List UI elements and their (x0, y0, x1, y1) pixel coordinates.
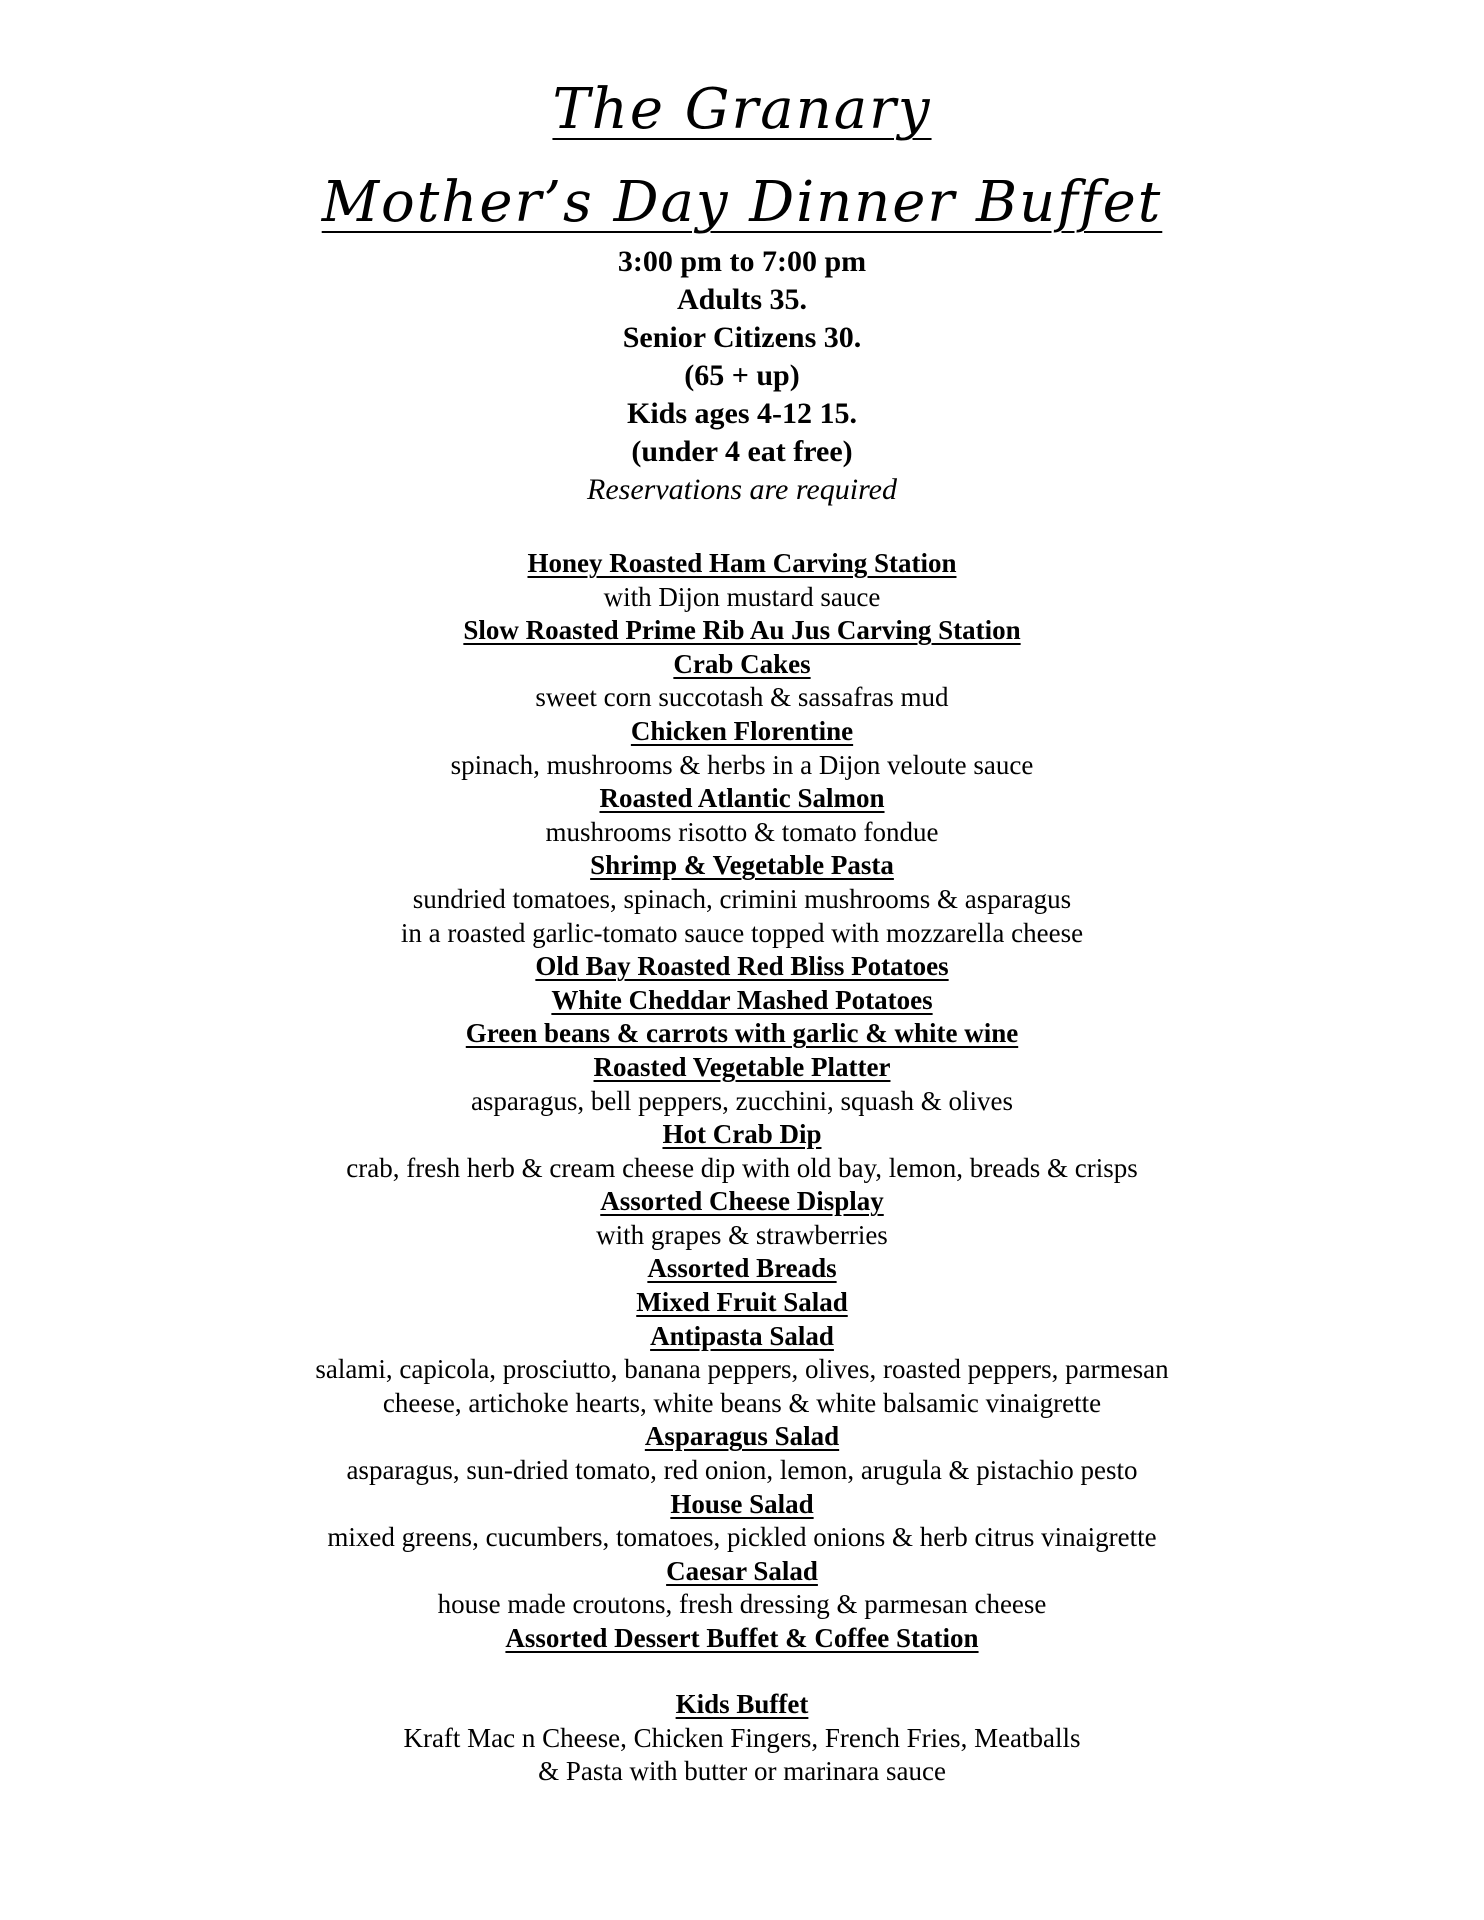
price-kids: Kids ages 4-12 15. (626, 397, 857, 430)
menu-item-row (0, 614, 1484, 648)
menu-item-row (0, 1286, 1484, 1320)
menu-item-name: Caesar Salad (666, 1555, 818, 1586)
menu-item-name: Antipasta Salad (650, 1320, 834, 1351)
menu-item-description: spinach, mushrooms & herbs in a Dijon veloute sauce (450, 749, 1034, 780)
menu-item-name: Assorted Cheese Display (600, 1186, 884, 1217)
menu-item-name: House Salad (670, 1488, 814, 1519)
menu-item-row (0, 648, 1484, 682)
menu-item-description: with Dijon mustard sauce (603, 581, 881, 612)
menu-item-description: sweet corn succotash & sassafras mud (535, 682, 949, 713)
menu-item-name: Assorted Dessert Buffet & Coffee Station (505, 1623, 979, 1653)
menu-item-row (0, 1017, 1484, 1051)
seniors-age: (65 + up) (684, 359, 800, 392)
menu-item-description: asparagus, bell peppers, zucchini, squash & olives (470, 1085, 1014, 1116)
event-title-text: Mother’s Day Dinner Buffet (321, 170, 1163, 235)
menu-item-row (0, 1555, 1484, 1589)
menu-item-row (0, 1118, 1484, 1152)
menu-item-name: Chicken Florentine (630, 715, 854, 746)
event-info (0, 243, 1484, 509)
hours: 3:00 pm to 7:00 pm (617, 245, 867, 278)
kids-buffet-title: Kids Buffet (675, 1689, 809, 1719)
menu-item-row (0, 1252, 1484, 1286)
menu-item-description: house made croutons, fresh dressing & parmesan cheese (437, 1589, 1047, 1620)
kids-buffet-line: Kraft Mac n Cheese, Chicken Fingers, French Fries, Meatballs (403, 1722, 1081, 1753)
menu-item-description: salami, capicola, prosciutto, banana peppers, olives, roasted peppers, parmesan (315, 1354, 1169, 1385)
menu-item-row (0, 1051, 1484, 1085)
menu-item-description: asparagus, sun-dried tomato, red onion, lemon, arugula & pistachio pesto (346, 1455, 1138, 1486)
price-adults: Adults 35. (676, 283, 808, 316)
menu-item-name: Roasted Atlantic Salmon (599, 783, 885, 814)
restaurant-title-text: The Granary (552, 77, 932, 142)
menu-item-name: Hot Crab Dip (662, 1119, 822, 1150)
menu-item-name: Shrimp & Vegetable Pasta (590, 850, 894, 881)
price-seniors: Senior Citizens 30. (622, 321, 862, 354)
kids-buffet (0, 1688, 1484, 1789)
menu-item-name: Green beans & carrots with garlic & white wine (465, 1018, 1019, 1049)
menu-item-name: Old Bay Roasted Red Bliss Potatoes (535, 951, 949, 982)
menu-item-description: mixed greens, cucumbers, tomatoes, pickled onions & herb citrus vinaigrette (327, 1522, 1157, 1553)
kids-note: (under 4 eat free) (631, 435, 853, 468)
kids-buffet-line: & Pasta with butter or marinara sauce (538, 1756, 946, 1787)
menu-list (0, 547, 1484, 1656)
menu-item-description: cheese, artichoke hearts, white beans & white balsamic vinaigrette (382, 1387, 1102, 1418)
menu-item-row (0, 1622, 1484, 1656)
menu-item-name: Honey Roasted Ham Carving Station (527, 548, 957, 578)
menu-item-row (0, 1320, 1484, 1354)
menu-item-name: White Cheddar Mashed Potatoes (551, 984, 933, 1015)
menu-item-description: crab, fresh herb & cream cheese dip with old bay, lemon, breads & crisps (346, 1152, 1138, 1183)
reservations-note: Reservations are required (587, 473, 897, 506)
menu-item-name: Asparagus Salad (644, 1421, 840, 1452)
menu-item-row (0, 950, 1484, 984)
menu-item-row (0, 984, 1484, 1018)
menu-item-name: Roasted Vegetable Platter (593, 1051, 891, 1082)
menu-item-row (0, 782, 1484, 816)
menu-item-row (0, 715, 1484, 749)
menu-item-row (0, 547, 1484, 581)
restaurant-title (0, 70, 1484, 150)
menu-item-row (0, 1488, 1484, 1522)
menu-item-row (0, 1185, 1484, 1219)
menu-item-name: Slow Roasted Prime Rib Au Jus Carving Station (463, 615, 1021, 646)
menu-item-name: Mixed Fruit Salad (636, 1287, 848, 1318)
menu-item-row (0, 849, 1484, 883)
menu-item-description: with grapes & strawberries (596, 1219, 888, 1250)
menu-item-row (0, 1420, 1484, 1454)
menu-item-name: Assorted Breads (647, 1253, 837, 1284)
menu-item-description: mushrooms risotto & tomato fondue (545, 816, 939, 847)
menu-item-description: in a roasted garlic-tomato sauce topped with mozzarella cheese (400, 917, 1084, 948)
menu-item-description: sundried tomatoes, spinach, crimini mushrooms & asparagus (412, 883, 1072, 914)
event-title (0, 163, 1484, 243)
menu-item-name: Crab Cakes (673, 648, 811, 679)
